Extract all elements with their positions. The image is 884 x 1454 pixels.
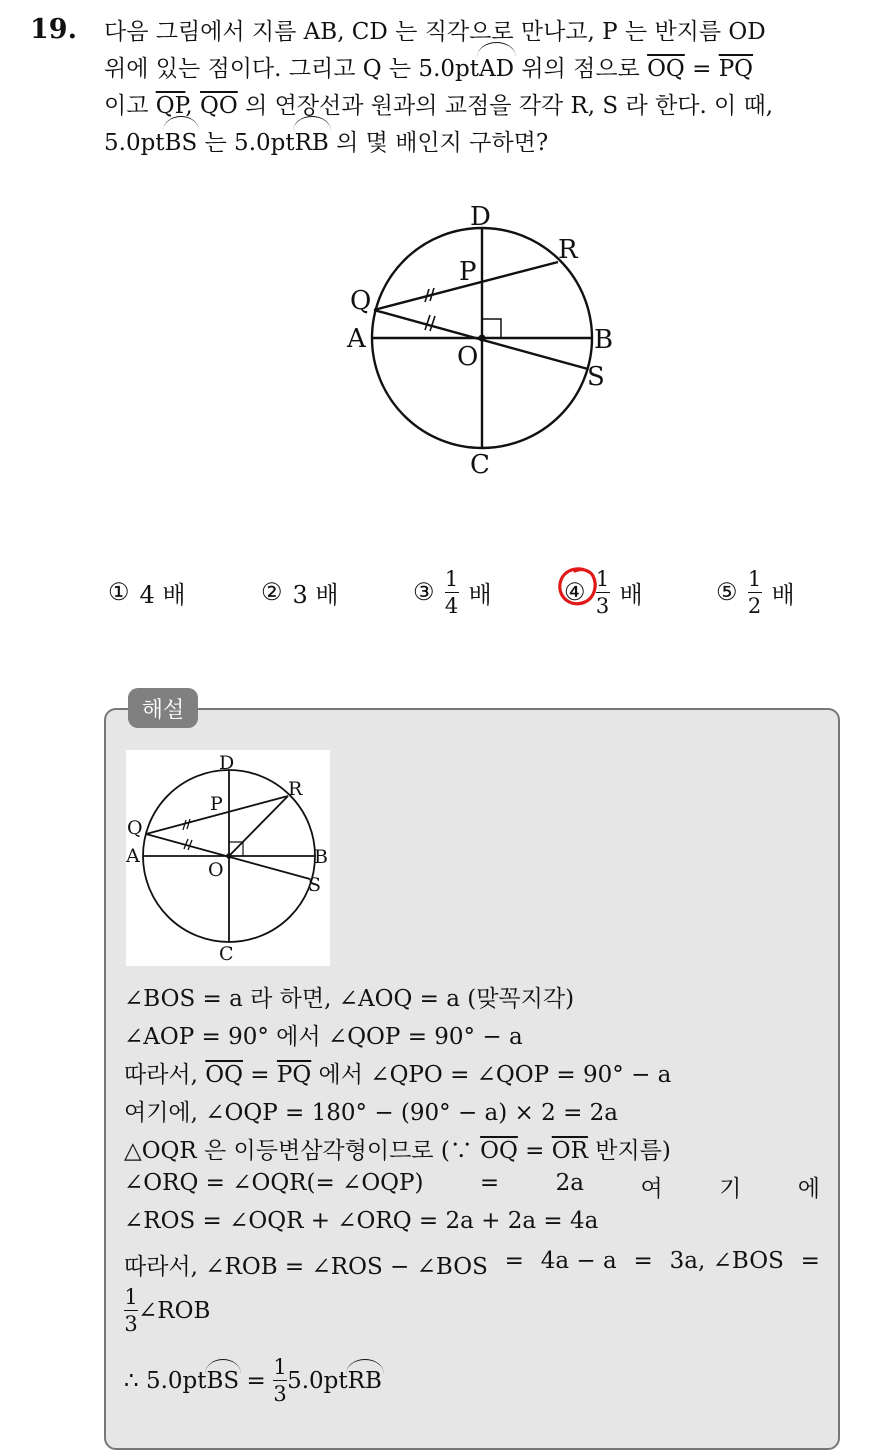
problem-statement <box>104 14 864 162</box>
solution-line-3: 따라서, $\overline{OQ} = \overline{PQ}$ 에서 ∠QPO = ∠QOP = 90° − a <box>124 1062 672 1088</box>
segment-qo: $\overline{QO}$ <box>200 93 238 119</box>
fraction: $\frac{1}{3}$ <box>273 1355 287 1406</box>
label-o: O <box>208 859 224 881</box>
choice-2[interactable]: ② 3 배 <box>261 578 339 609</box>
problem-number: 19. <box>30 14 77 45</box>
solution-line-8: 따라서, ∠ROB = ∠ROS − ∠BOS = 4a − a = 3a, ∠BOS = <box>124 1248 820 1280</box>
label-p: P <box>210 793 223 815</box>
solution-line-2: ∠AOP = 90° 에서 ∠QOP = 90° − a <box>124 1024 523 1050</box>
label-c: C <box>470 450 490 480</box>
tick-qp-1 <box>183 820 186 830</box>
label-p: P <box>459 257 477 287</box>
label-b: B <box>314 846 328 868</box>
problem-line-2: 위에 있는 점이다. 그리고 Q 는 5.0ptAD 위의 점으로 $\overline{OQ} = \overline{PQ}$ <box>104 51 864 88</box>
solution-line-9: $\frac{1}{3}$ ∠ROB <box>124 1285 211 1336</box>
label-b: B <box>594 325 614 355</box>
choice-4[interactable]: ④ $\frac{1}{3}$ 배 <box>564 560 643 624</box>
label-o: O <box>457 342 479 372</box>
circle-figure <box>330 195 630 485</box>
tick-qp-2 <box>187 819 190 829</box>
choice-5[interactable]: ⑤ $\frac{1}{2}$ 배 <box>716 566 795 618</box>
label-a: A <box>347 324 366 354</box>
label-d: D <box>470 202 491 232</box>
solution-line-5: △OQR 은 이등변삼각형이므로 (∵ $\overline{OQ} = \overline{OR}$ 반지름) <box>124 1138 671 1164</box>
label-r: R <box>558 235 578 265</box>
line-or <box>229 796 288 856</box>
solution-line-10: ∴ 5.0pt BS = $\frac{1}{3}$ 5.0pt RB <box>124 1355 382 1406</box>
fraction: $\frac{1}{3}$ <box>124 1285 138 1336</box>
answer-choices <box>108 560 848 624</box>
label-s: S <box>587 362 605 392</box>
solution-line-6: ∠ORQ = ∠OQR(= ∠OQP) = 2a 여 기 에 <box>124 1170 820 1202</box>
problem-line-4: 5.0ptBS 는 5.0ptRB 의 몇 배인지 구하면? <box>104 125 864 162</box>
label-c: C <box>219 943 234 965</box>
answer-mark-icon <box>556 564 600 608</box>
center-point <box>226 853 232 859</box>
solution-line-4: 여기에, ∠OQP = 180° − (90° − a) × 2 = 2a <box>124 1100 619 1126</box>
label-s: S <box>308 874 322 896</box>
solution-line-1: ∠BOS = a 라 하면, ∠AOQ = a (맞꼭지각) <box>124 986 575 1012</box>
choice-1[interactable]: ① 4 배 <box>108 578 186 609</box>
tick-qo-1 <box>425 315 430 330</box>
segment-qp: $\overline{QP}$ <box>155 93 186 119</box>
arc-bs: BS <box>165 125 198 162</box>
problem-line-1: 다음 그림에서 지름 AB, CD 는 직각으로 만나고, P 는 반지름 OD <box>104 19 766 45</box>
solution-line-7: ∠ROS = ∠OQR + ∠ORQ = 2a + 2a = 4a <box>124 1208 599 1234</box>
center-point <box>479 335 486 342</box>
label-a: A <box>126 845 140 867</box>
problem-line-3: 이고 $\overline{QP}$, $\overline{QO}$ 의 연장선과 원과의 교점을 각각 R, S 라 한다. 이 때, <box>104 93 774 119</box>
right-angle-mark <box>482 319 501 338</box>
solution-figure <box>126 750 330 966</box>
label-q: Q <box>350 286 372 316</box>
tick-qo-2 <box>430 316 435 331</box>
segment-oq: $\overline{OQ}$ <box>647 56 685 82</box>
arc-rb: RB <box>295 125 329 162</box>
fraction: $\frac{1}{4}$ <box>444 566 459 618</box>
arc-ad: AD <box>479 51 514 88</box>
segment-pq: $\overline{PQ}$ <box>718 56 754 82</box>
label-d: D <box>219 752 235 774</box>
choice-3[interactable]: ③ $\frac{1}{4}$ 배 <box>413 566 492 618</box>
solution-tag: 해설 <box>128 688 198 728</box>
label-r: R <box>288 778 303 800</box>
fraction: $\frac{1}{3}$ <box>595 566 610 618</box>
fraction: $\frac{1}{2}$ <box>747 566 762 618</box>
label-q: Q <box>127 817 143 839</box>
